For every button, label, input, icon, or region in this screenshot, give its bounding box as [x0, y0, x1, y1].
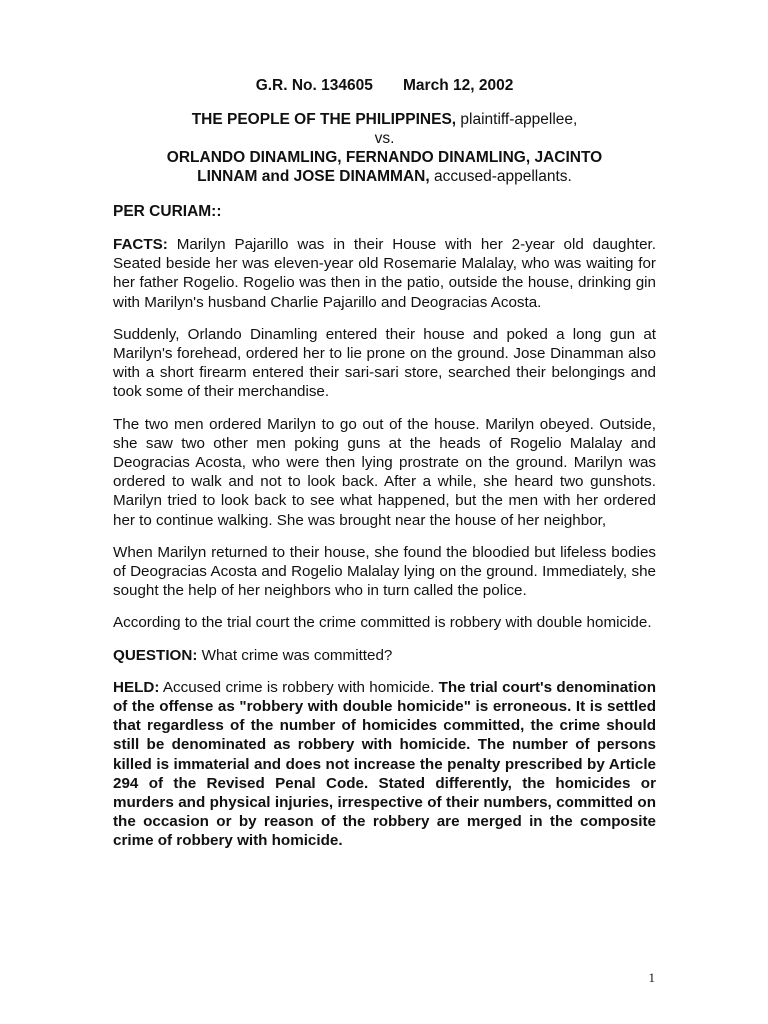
gr-number: G.R. No. 134605 [255, 77, 373, 94]
plaintiff-name: THE PEOPLE OF THE PHILIPPINES, [191, 111, 457, 128]
facts-paragraph-4: When Marilyn returned to their house, she found the bloodied but lifeless bodies of Deogracias Acosta and Rogelio Malalay lying on the ground. Immediately, she sought the help of her neighbors who in turn called the police. [113, 543, 656, 600]
accused-line-1: ORLANDO DINAMLING, FERNANDO DINAMLING, JACINTO [166, 149, 603, 166]
held-lead: Accused crime is robbery with homicide. [159, 678, 435, 696]
versus-text: vs. [374, 130, 395, 147]
page-number: 1 [648, 970, 655, 985]
plaintiff-line [113, 110, 656, 129]
per-curiam-heading: PER CURIAM:: [113, 203, 222, 220]
accused-role: accused-appellants. [429, 168, 572, 185]
held-text: The trial court's denomination of the offense as "robbery with double homicide" is erroneous. It is settled that regardless of the number of homicides committed, the crime should still be denominated as robbery with homicide. The number of persons killed is immaterial and does not increase the penalty prescribed by Article 294 of the Revised Penal Code. Stated differently, the homicides or murders and physical injuries, irrespective of their numbers, committed on the occasion or by reason of the robbery are merged in the composite crime of robbery with homicide. [113, 678, 656, 850]
held-paragraph [113, 678, 656, 851]
facts-paragraph-1: FACTS: Marilyn Pajarillo was in their House with her 2-year old daughter. Seated beside her was eleven-year old Rosemarie Malalay, who was waiting for her father Rogelio. Rogelio was then in the patio, outside the house, drinking gin with Marilyn's husband Charlie Pajarillo and Deogracias Acosta. [113, 236, 656, 311]
accused-names: LINNAM and JOSE DINAMMAN, [197, 168, 430, 185]
case-title [113, 76, 656, 96]
question-label: QUESTION: [113, 646, 198, 664]
plaintiff-role: plaintiff-appellee, [456, 111, 578, 128]
facts-paragraph-3: The two men ordered Marilyn to go out of the house. Marilyn obeyed. Outside, she saw two other men poking guns at the heads of Rogelio Malalay and Deogracias Acosta, who were then lying prostrate on the ground. Marilyn was ordered to walk and not to look back. After a while, she heard two gunshots. Marilyn tried to look back to see what happened, but the men with her ordered her to continue walking. She was brought near the house of her neighbor, [113, 415, 656, 529]
decision-date: March 12, 2002 [403, 77, 514, 94]
held-label: HELD: [113, 678, 160, 696]
question-text: What crime was committed? [197, 646, 393, 664]
facts-paragraph-5: According to the trial court the crime committed is robbery with double homicide. [113, 614, 652, 632]
facts-label: FACTS: [113, 236, 168, 253]
question-paragraph [113, 646, 656, 665]
case-parties [113, 110, 656, 186]
accused-line-2 [113, 167, 656, 186]
facts-paragraph-2: Suddenly, Orlando Dinamling entered their house and poked a long gun at Marilyn's forehead, ordered her to lie prone on the ground. Jose Dinamman also with a short firearm entered their sari-sari store, searched their belongings and took some of their merchandise. [113, 325, 656, 401]
